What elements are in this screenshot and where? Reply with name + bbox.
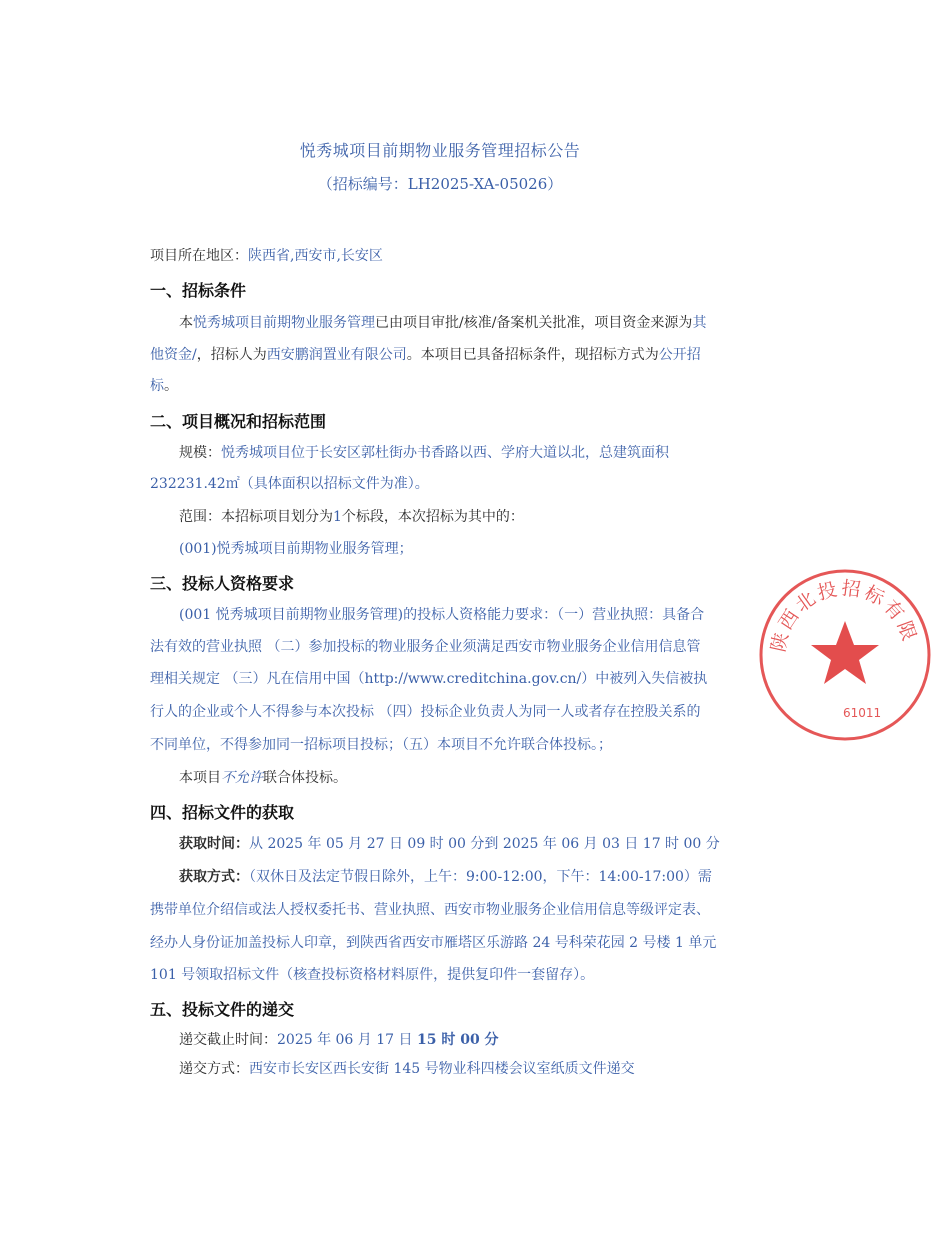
qualification-line-5: 不同单位，不得参加同一招标项目投标；（五）本项目不允许联合体投标。；: [150, 737, 612, 753]
deadline-date: 2025 年 06 月 17 日: [277, 1032, 413, 1048]
scale-line-2: 232231.42㎡（具体面积以招标文件为准）。: [150, 476, 429, 492]
consortium-text: 本项目: [179, 770, 221, 786]
lot-item: (001)悦秀城项目前期物业服务管理；: [179, 541, 413, 557]
section-3-heading: 三、投标人资格要求: [150, 574, 295, 593]
project-region: [150, 246, 735, 266]
scope-text: 范围：本招标项目划分为: [179, 509, 333, 525]
s1-line-2: [150, 345, 735, 365]
seal-star-icon: [811, 621, 879, 684]
tender-number: （招标编号：LH2025-XA-05026）: [317, 175, 563, 193]
tender-method: 公开招: [658, 347, 701, 363]
company-seal-stamp: [755, 565, 935, 745]
acquire-method-line-1: [179, 867, 735, 887]
section-4-heading: 四、招标文件的获取: [150, 803, 295, 822]
qualification-line-2: 法有效的营业执照 （二）参加投标的物业服务企业须满足西安市物业服务企业信用信息管: [150, 639, 701, 655]
acquire-method-line-3: 经办人身份证加盖投标人印章，到陕西省西安市雁塔区乐游路 24 号科荣花园 2 号楼 1 单元: [150, 935, 717, 951]
scale-label: 规模：: [179, 445, 221, 461]
acquire-time-line: [179, 834, 735, 854]
seal-code: 61011: [843, 706, 882, 720]
document-title: 悦秀城项目前期物业服务管理招标公告: [299, 141, 581, 160]
deadline-label: 递交截止时间：: [179, 1032, 277, 1048]
project-name: 悦秀城项目前期物业服务管理: [193, 315, 375, 331]
deadline-time: 15 时 00 分: [416, 1032, 499, 1048]
s1-text: 本: [179, 315, 193, 331]
acquire-method-text: （双休日及法定节假日除外，上午：9:00-12:00，下午：14:00-17:00）需: [249, 869, 712, 885]
s1-line-1: [179, 313, 735, 333]
s1-text: 。本项目已具备招标条件，现招标方式为: [406, 347, 659, 363]
section-5-heading: 五、投标文件的递交: [150, 1000, 295, 1019]
acquire-method-line-4: 101 号领取招标文件（核查投标资格材料原件，提供复印件一套留存）。: [150, 967, 595, 983]
acquire-method-label: 获取方式：: [179, 869, 249, 885]
fund-source: 其: [692, 315, 707, 331]
s1-line-3: [150, 376, 735, 396]
section-1-heading: 一、招标条件: [150, 281, 247, 300]
qualification-line-3: 理相关规定 （三）凡在信用中国（http://www.creditchina.gov.cn/）中被列入失信被执: [150, 671, 708, 687]
scope-text: 个标段，本次招标为其中的：: [341, 509, 524, 525]
submit-method-line: [179, 1059, 735, 1079]
qualification-line-4: 行人的企业或个人不得参与本次投标 （四）投标企业负责人为同一人或者存在控股关系的: [150, 704, 701, 720]
s1-text: ，招标人为: [196, 347, 267, 363]
consortium-line: [179, 768, 735, 788]
s1-text: 。: [164, 378, 178, 394]
qualification-line-1: (001 悦秀城项目前期物业服务管理)的投标人资格能力要求：（一）营业执照：具备合: [179, 607, 705, 623]
acquire-method-line-2: 携带单位介绍信或法人授权委托书、营业执照、西安市物业服务企业信用信息等级评定表、: [150, 902, 710, 918]
scale-text: 悦秀城项目位于长安区郭杜街办书香路以西、学府大道以北，总建筑面积: [221, 445, 669, 461]
seal-text: 陕西北投招标有限: [767, 577, 922, 654]
fund-source: 他资金/: [150, 347, 197, 363]
acquire-time-label: 获取时间：: [179, 836, 249, 852]
deadline-line: [179, 1030, 735, 1050]
tenderer-name: 西安鹏润置业有限公司: [266, 347, 407, 363]
s1-text: 已由项目审批/核准/备案机关批准，项目资金来源为: [375, 315, 693, 331]
submit-method-label: 递交方式：: [179, 1061, 249, 1077]
scale-line-1: [179, 443, 735, 463]
consortium-value: 不允许: [221, 770, 263, 786]
lot-count: 1: [333, 509, 342, 525]
acquire-time-value: 从 2025 年 05 月 27 日 09 时 00 分到 2025 年 06 月 03 日 17 时 00 分: [249, 836, 720, 852]
scope-line: [179, 507, 735, 527]
region-label: 项目所在地区：: [150, 248, 248, 264]
submit-method-value: 西安市长安区西长安街 145 号物业科四楼会议室纸质文件递交: [249, 1061, 635, 1077]
consortium-text: 联合体投标。: [263, 770, 347, 786]
section-2-heading: 二、项目概况和招标范围: [150, 412, 327, 431]
region-value: 陕西省,西安市,长安区: [248, 248, 383, 264]
tender-method: 标: [150, 378, 164, 394]
